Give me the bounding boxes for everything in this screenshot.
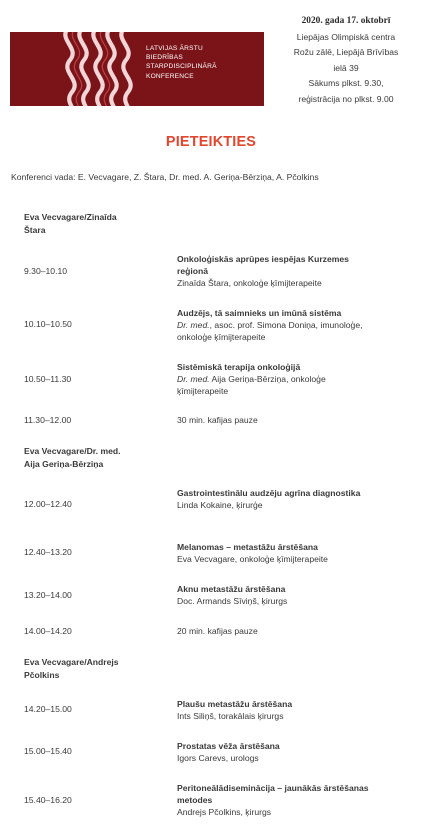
talk-speaker	[177, 553, 377, 565]
moderator-line: Pčolkins	[24, 670, 60, 680]
speaker-name: Igors Carevs, urologs	[177, 753, 259, 763]
logo-text-line: KONFERENCE	[146, 72, 194, 80]
speaker-name: Aija Geriņa-Bērziņa, onkoloģe ķīmijterapeite	[177, 374, 326, 396]
logo-text-line: LATVIJAS ĀRSTU	[146, 45, 203, 52]
event-start-time: Sākums plkst. 9.30,	[308, 78, 384, 89]
talk	[177, 740, 377, 764]
talk-title: Peritoneālādiseminācija – jaunākās ārstēšanas metodes	[177, 783, 369, 805]
talk-speaker	[177, 752, 377, 764]
session-time: 11.30–12.00	[24, 415, 72, 425]
event-info	[276, 14, 416, 108]
session-moderators	[24, 211, 174, 237]
session-time: 10.10–10.50	[24, 319, 72, 329]
talk-title: Gastrointestinālu audzēju agrīna diagnostika	[177, 488, 361, 498]
talk-title: Plaušu metastāžu ārstēšana	[177, 699, 293, 709]
speaker-name: Eva Vecvagare, onkoloģe ķīmijterapeite	[177, 554, 328, 564]
talk-speaker	[177, 277, 377, 289]
event-venue-line: Rožu zālē, Liepājā Brīvības	[293, 47, 399, 58]
conference-logo	[10, 32, 264, 106]
talk-title: Aknu metastāžu ārstēšana	[177, 584, 286, 594]
page-header	[0, 0, 422, 125]
session-time: 15.40–16.20	[24, 795, 72, 805]
session-time: 12.00–12.40	[24, 499, 72, 509]
speaker-degree: Dr. med.	[177, 374, 210, 384]
talk-speaker	[177, 319, 377, 343]
talk	[177, 698, 377, 722]
event-venue-line: Liepājas Olimpiskā centra	[296, 31, 396, 42]
logo-text	[146, 44, 258, 81]
talk	[177, 307, 377, 343]
session-time: 12.40–13.20	[24, 547, 72, 557]
moderator-line: Eva Vecvagare/Zinaīda	[24, 212, 117, 222]
session-time: 14.00–14.20	[24, 626, 72, 636]
coffee-break: 30 min. kafijas pauze	[177, 415, 258, 425]
talk	[177, 361, 377, 397]
talk-speaker	[177, 595, 377, 607]
talk-title: Audzējs, tā saimnieks un imūnā sistēma	[177, 308, 342, 318]
talk-title: Melanomas – metastāžu ārstēšana	[177, 542, 318, 552]
talk-title: Sistēmiskā terapija onkoloģijā	[177, 362, 301, 372]
logo-text-line: BIEDRĪBAS	[146, 54, 183, 62]
speaker-name: Andrejs Pčolkins, ķirurgs	[177, 807, 272, 817]
speaker-name: Zinaīda Štara, onkoloģe ķīmijterapeite	[177, 278, 322, 288]
talk	[177, 253, 377, 289]
logo-waves-graphic	[10, 32, 140, 106]
moderator-line: Aija Geriņa-Bērziņa	[24, 459, 104, 469]
session-moderators	[24, 656, 174, 682]
talk	[177, 782, 377, 818]
speaker-name: , asoc. prof. Simona Doniņa, imunoloģe, onkoloģe ķīmijterapeite	[177, 320, 363, 342]
speaker-degree: Dr. med.	[177, 320, 210, 330]
coffee-break: 20 min. kafijas pauze	[177, 626, 258, 636]
talk	[177, 541, 377, 565]
conference-chairs: Konferenci vada: E. Vecvagare, Z. Štara, Dr. med. A. Geriņa-Bērziņa, A. Pčolkins	[11, 172, 319, 182]
talk-speaker	[177, 499, 377, 511]
moderator-line: Eva Vecvagare/Andrejs	[24, 657, 119, 667]
talk-title: Prostatas vēža ārstēšana	[177, 741, 280, 751]
talk	[177, 487, 377, 511]
speaker-name: Linda Kokaine, ķirurģe	[177, 500, 263, 510]
speaker-name: Ints Siliņš, torakālais ķirurgs	[177, 711, 284, 721]
talk	[177, 583, 377, 607]
event-date: 2020. gada 17. oktobrī	[301, 16, 391, 26]
talk-speaker	[177, 373, 377, 397]
session-time: 15.00–15.40	[24, 746, 72, 756]
speaker-name: Doc. Armands Sīviņš, ķirurgs	[177, 596, 288, 606]
session-time: 10.50–11.30	[24, 374, 72, 384]
session-time: 14.20–15.00	[24, 704, 72, 714]
session-time: 9.30–10.10	[24, 266, 68, 276]
moderator-line: Štara	[24, 225, 46, 235]
moderator-line: Eva Vecvagare/Dr. med.	[24, 446, 121, 456]
event-registration-time: reģistrācija no plkst. 9.00	[298, 93, 394, 104]
register-link[interactable]: PIETEIKTIES	[165, 134, 257, 150]
session-time: 13.20–14.00	[24, 590, 72, 600]
event-venue-line: ielā 39	[333, 62, 359, 73]
talk-speaker	[177, 806, 377, 818]
talk-title: Onkoloģiskās aprūpes iespējas Kurzemes reģionā	[177, 254, 349, 276]
logo-text-line: STARPDISCIPLINĀRĀ	[146, 63, 217, 71]
talk-speaker	[177, 710, 377, 722]
session-moderators	[24, 445, 174, 471]
